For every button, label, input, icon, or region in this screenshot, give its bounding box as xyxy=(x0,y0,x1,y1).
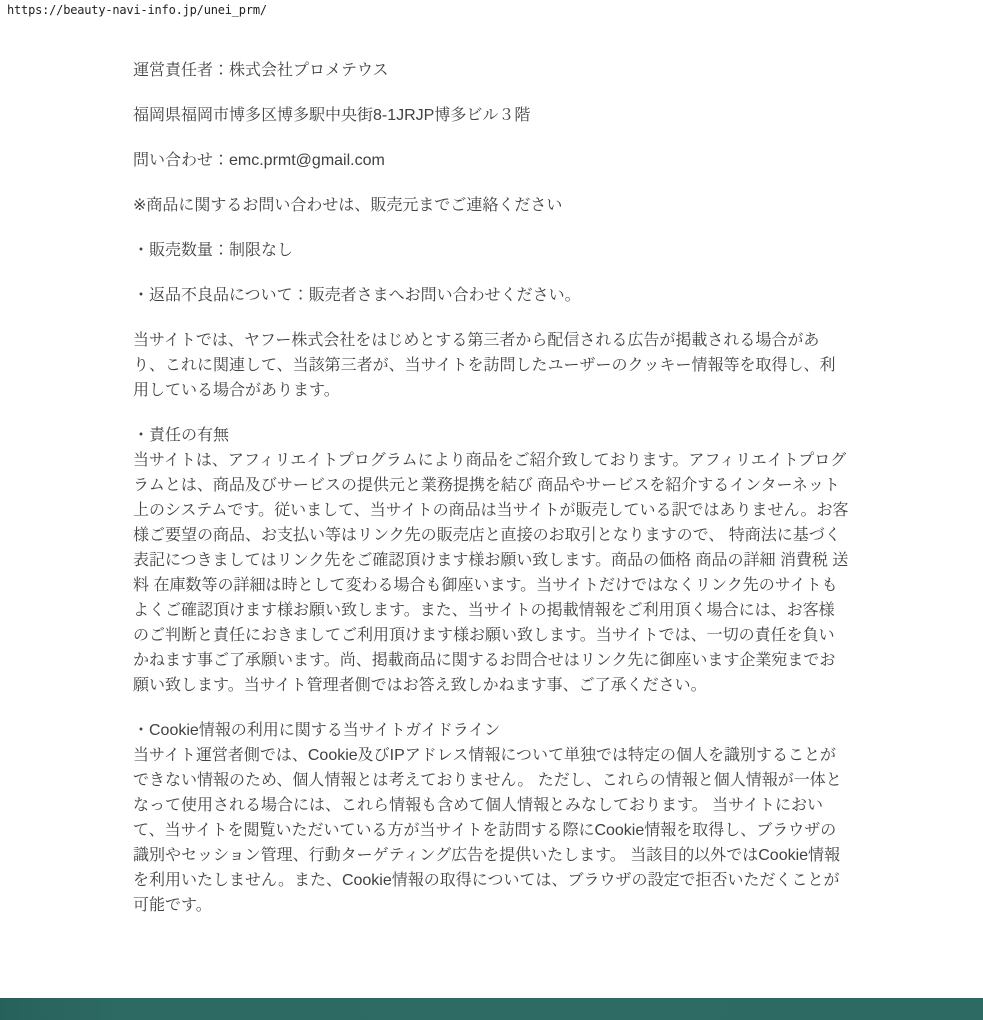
footer-bar xyxy=(0,998,983,1020)
liability-section xyxy=(133,423,849,698)
cookie-section xyxy=(133,718,849,918)
liability-heading: ・責任の有無 xyxy=(133,427,230,444)
returns-line: ・返品不良品について：販売者さまへお問い合わせください。 xyxy=(133,287,581,304)
liability-body: 当サイトは、アフィリエイトプログラムにより商品をご紹介致しております。アフィリエイトプログラムとは、商品及びサービスの提供元と業務提携を結び 商品やサービスを紹介するインターネット上のシステムです。従いまして、当サイトの商品は当サイトが販売している訳ではありません。お客様ご要望の商品、お支払い等はリンク先の販売店と直接のお取引となりますので、 特商法に基づく表記につきましてはリンク先をご確認頂けます様お願い致します。商品の価格 商品の詳細 消費税 送料 在庫数等の詳細は時として変わる場合も御座います。当サイトだけではなくリンク先のサイトもよくご確認頂けます様お願い致します。また、当サイトの掲載情報をご利用頂く場合には、お客様のご判断と責任におきましてご利用頂けます様お願い致します。当サイトでは、一切の責任を負いかねます事ご了承願います。尚、掲載商品に関するお問合せはリンク先に御座います企業宛までお願い致します。当サイト管理者側ではお答え致しかねます事、ご了承ください。 xyxy=(133,452,849,694)
operator-line: 運営責任者：株式会社プロメテウス xyxy=(133,62,389,79)
cookie-body: 当サイト運営者側では、Cookie及びIPアドレス情報について単独では特定の個人を識別することができない情報のため、個人情報とは考えておりません。 ただし、これらの情報と個人情報が一体となって使用される場合には、これら情報も含めて個人情報とみなしております。 当サイトにおいて、当サイトを閲覧いただいている方が当サイトを訪問する際にCookie情報を取得し、ブラウザの識別やセッション管理、行動ターゲティング広告を提供いたします。 当該目的以外ではCookie情報を利用いたしません。また、Cookie情報の取得については、ブラウザの設定で拒否いただくことが可能です。 xyxy=(133,747,842,914)
contact-line: 問い合わせ：emc.prmt@gmail.com xyxy=(133,152,385,169)
address-line: 福岡県福岡市博多区博多駅中央街8-1JRJP博多ビル３階 xyxy=(133,107,531,124)
product-inquiry-note: ※商品に関するお問い合わせは、販売元までご連絡ください xyxy=(133,197,563,214)
cookie-heading: ・Cookie情報の利用に関する当サイトガイドライン xyxy=(133,722,501,739)
sales-quantity-line: ・販売数量：制限なし xyxy=(133,242,294,259)
third-party-ads-paragraph: 当サイトでは、ヤフー株式会社をはじめとする第三者から配信される広告が掲載される場合があり、これに関連して、当該第三者が、当サイトを訪問したユーザーのクッキー情報等を取得し、利用している場合があります。 xyxy=(133,332,836,399)
site-info-content xyxy=(133,58,849,938)
page-url-text: https://beauty-navi-info.jp/unei_prm/ xyxy=(7,3,267,17)
